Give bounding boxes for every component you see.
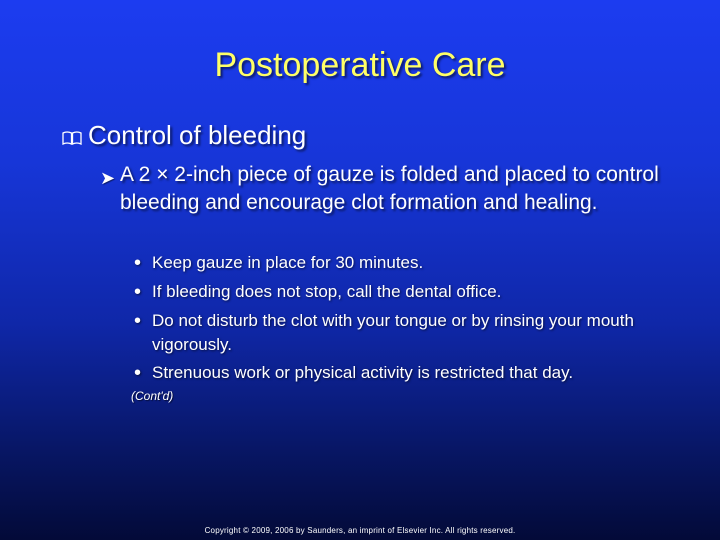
copyright-footer: Copyright © 2009, 2006 by Saunders, an imprint of Elsevier Inc. All rights reserved. xyxy=(204,526,516,535)
level3-item-text: Do not disturb the clot with your tongue or by rinsing your mouth vigorously. xyxy=(152,311,634,354)
book-bullet-icon xyxy=(62,130,82,146)
level3-item-text: If bleeding does not stop, call the dental office. xyxy=(152,282,502,301)
dot-bullet-icon: • xyxy=(134,362,142,384)
level3-item xyxy=(134,251,674,275)
level3-item xyxy=(134,361,674,385)
level3-item xyxy=(134,280,674,304)
level3-item xyxy=(134,309,674,357)
dot-bullet-icon: • xyxy=(134,310,142,332)
level1-bullet-text: Control of bleeding xyxy=(88,120,307,150)
level3-item-text: Strenuous work or physical activity is restricted that day. xyxy=(152,363,574,382)
dot-bullet-icon: • xyxy=(134,252,142,274)
slide-title: Postoperative Care xyxy=(214,46,506,84)
continued-note: (Cont'd) xyxy=(131,389,174,403)
level2-bullet-text: A 2 × 2-inch piece of gauze is folded and placed to control bleeding and encourage clot formation and healing. xyxy=(120,163,659,214)
level3-item-text: Keep gauze in place for 30 minutes. xyxy=(152,253,424,272)
dot-bullet-icon: • xyxy=(134,281,142,303)
arrow-bullet-icon: ➤ xyxy=(100,168,116,188)
